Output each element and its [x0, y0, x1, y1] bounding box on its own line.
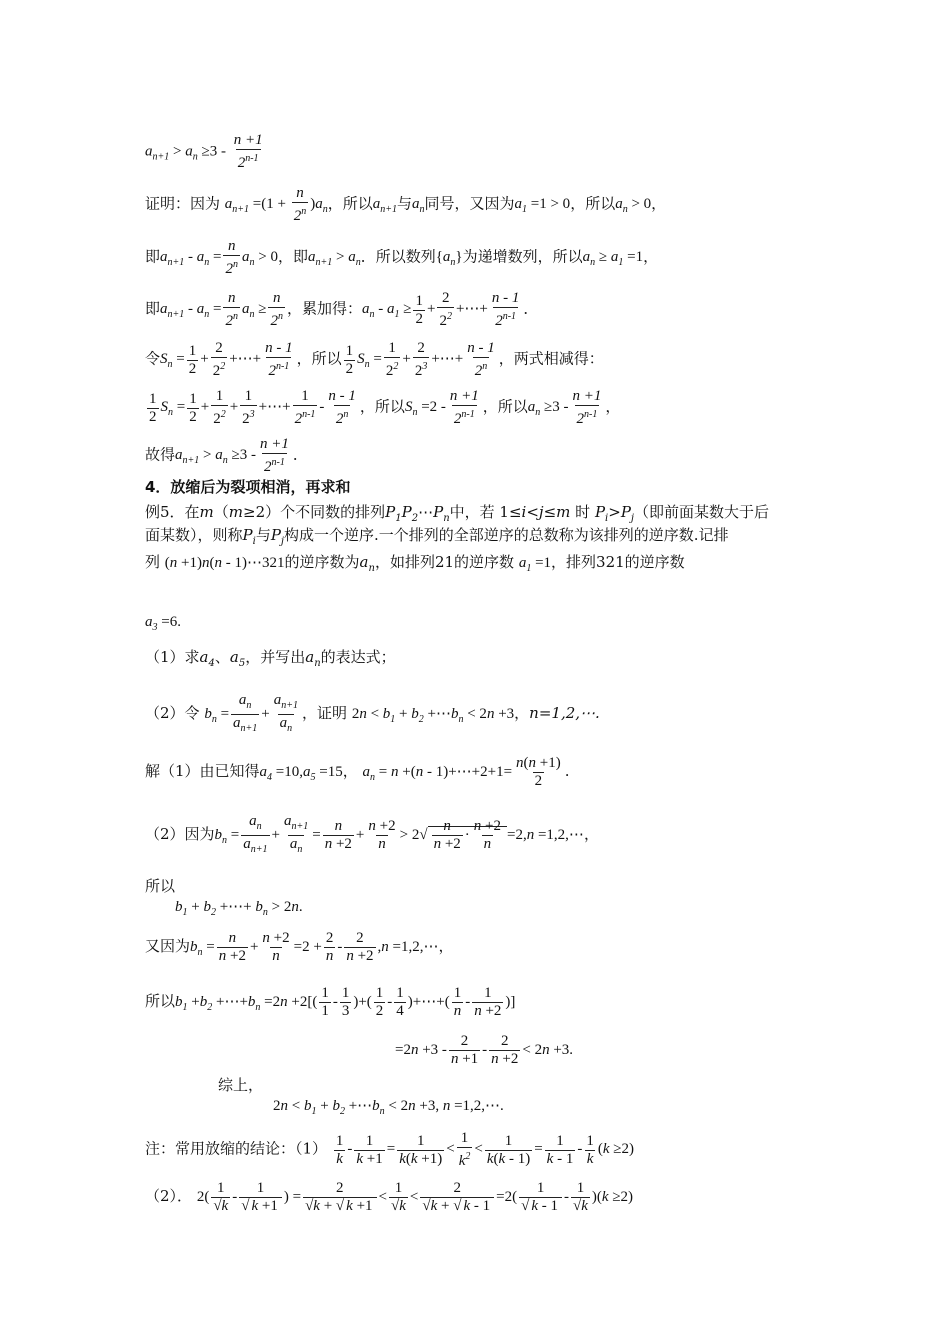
solution-7: 综上， $2n < b_1 + b_2$ $+\cdots b_n < 2n +3$, n =1,2,⋯. [218, 1076, 504, 1117]
example-para-3: 列 (n +1)n(n - 1)⋯321的逆序数为$a_n$，如排列21的逆序数 $a_1 =1$，排列321的逆序数 [145, 553, 685, 574]
claim-formula: $a_{n+1} > a_n \ge 3$ - $\frac{n +1}{2^{n-1}}$ [145, 132, 263, 171]
note-1: 注：常用放缩的结论：（1） $\frac{1}{k}$ - $\frac{1}{k +1}$ = $\frac{1}{k(k +1)}$ < $\frac{1}{k^2}$ < $\frac{1}{k(k - 1)}$ = $\frac{1}{k - 1}$ - $\frac{1}{k}$ (k ≥2) [145, 1130, 634, 1169]
proof-line-4: 令$S_n$ = $\frac{1}{2}$ + $\frac{2}{2^2}$ +⋯+ $\frac{n - 1}{2^{n-1}}$ ，所以 $\frac{1}{2}$ $S_n$ = $\frac{1}{2^2}$ + $\frac{2}{2^3}$ +⋯+ $\frac{n - 1}{2^n}$ ，两式相减得： [145, 340, 604, 379]
solution-1: 解（1）由已知得$a_4 =10,a_5 =15$， $a_n = n +(n$ - 1)+⋯+2+1= $\frac{n(n +1)}{2}$ . [145, 755, 570, 789]
question-2: （2）令 $b_n$ = $\frac{a_n}{a_{n+1}}$ + $\frac{a_{n+1}}{a_n}$ ，证明 $2n < b_1 + b_2$ $+\cdots b_n < 2n +3$，n=1,2,⋯. [145, 692, 600, 737]
proof-line-3: 即$a_{n+1} - a_n$ = $\frac{n}{2^n}$ $a_n$ ≥ $\frac{n}{2^n}$ ，累加得：$a_n - a_1$ ≥ $\frac{1}{2}$ + $\frac{2}{2^2}$ +⋯+ $\frac{n - 1}{2^{n-1}}$ ． [145, 290, 539, 329]
proof-line-6: 故得$a_{n+1} > a_n \ge 3$ - $\frac{n +1}{2^{n-1}}$ ． [145, 436, 308, 475]
example-para-2: 面某数），则称$P_i$与$P_j$构成一个逆序.一个排列的全部逆序的总数称为该排列的逆序数.记排 [145, 526, 729, 547]
section-heading: 4．放缩后为裂项相消，再求和 [145, 478, 351, 496]
solution-4: 又因为$b_n$ = $\frac{n}{n +2}$ + $\frac{n +2}{n}$ =2 + $\frac{2}{n}$ - $\frac{2}{n +2}$ ,n =1,2,⋯， [145, 930, 454, 964]
solution-6: =2n +3 - $\frac{2}{n +1}$ - $\frac{2}{n +2}$ < 2n +3. [395, 1033, 574, 1067]
proof-line-5: $\frac{1}{2}$ $S_n$ = $\frac{1}{2}$ + $\frac{1}{2^2}$ + $\frac{1}{2^3}$ +⋯+ $\frac{1}{2^{n-1}}$ - $\frac{n - 1}{2^n}$ ，所以$S_n =2$ - $\frac{n +1}{2^{n-1}}$ ，所以$a_n \ge 3$ - $\frac{n +1}{2^{n-1}}$ ， [149, 388, 621, 427]
example-a3: $a_3 =6$. [145, 614, 181, 633]
note-2: （2）． 2( $\frac{1}{√k}$ - $\frac{1}{√ k +1}$ ) = $\frac{2}{√k + √ k +1}$ < $\frac{1}{√k}$ < $\frac{2}{√k + √ k - 1}$ =2( $\frac{1}{√ k - 1}$ - $\frac{1}{√k}$ )(k ≥2) [145, 1180, 634, 1214]
proof-line-1: 证明：因为 $a_{n+1} =(1$ + $\frac{n}{2^n}$ )$a_n$，所以$a_{n+1}$与$a_n$同号，又因为$a_1 =1 > 0$，所以$a_n > 0$， [145, 185, 667, 224]
solution-5: 所以$b_1 +b_2$ $+\cdots+b_n =2n +2$[( $\frac{1}{1}$ - $\frac{1}{3}$ )+( $\frac{1}{2}$ - $\frac{1}{4}$ )+⋯+( $\frac{1}{n}$ - $\frac{1}{n +2}$ )] [145, 985, 516, 1019]
proof-line-2: 即$a_{n+1} - a_n$ = $\frac{n}{2^n}$ $a_n > 0$，即$a_{n+1} > a_n$．所以数列$\{a_n\}$为递增数列，所以$a_n \ge a_1 =1$， [145, 238, 659, 277]
example-para-1: 例5．在m（m≥2）个不同数的排列$P_1P_2\cdots P_n$中，若 1≤i<j≤m 时 $P_i>P_j$（即前面某数大于后 [145, 503, 770, 524]
solution-3: 所以 $b_1 + b_2$ +⋯+ $b_n > 2n$. [145, 877, 303, 918]
question-1: （1）求$a_4$、$a_5$，并写出$a_n$的表达式； [145, 648, 396, 669]
solution-2: （2）因为$b_n$ = $\frac{a_n}{a_{n+1}}$ + $\frac{a_{n+1}}{a_n}$ = $\frac{n}{n +2}$ + $\frac{n +2}{n}$ > 2√ $\frac{n}{n +2}$ · $\frac{n +2}{n}$ =2,n =1,2,⋯， [145, 813, 599, 858]
